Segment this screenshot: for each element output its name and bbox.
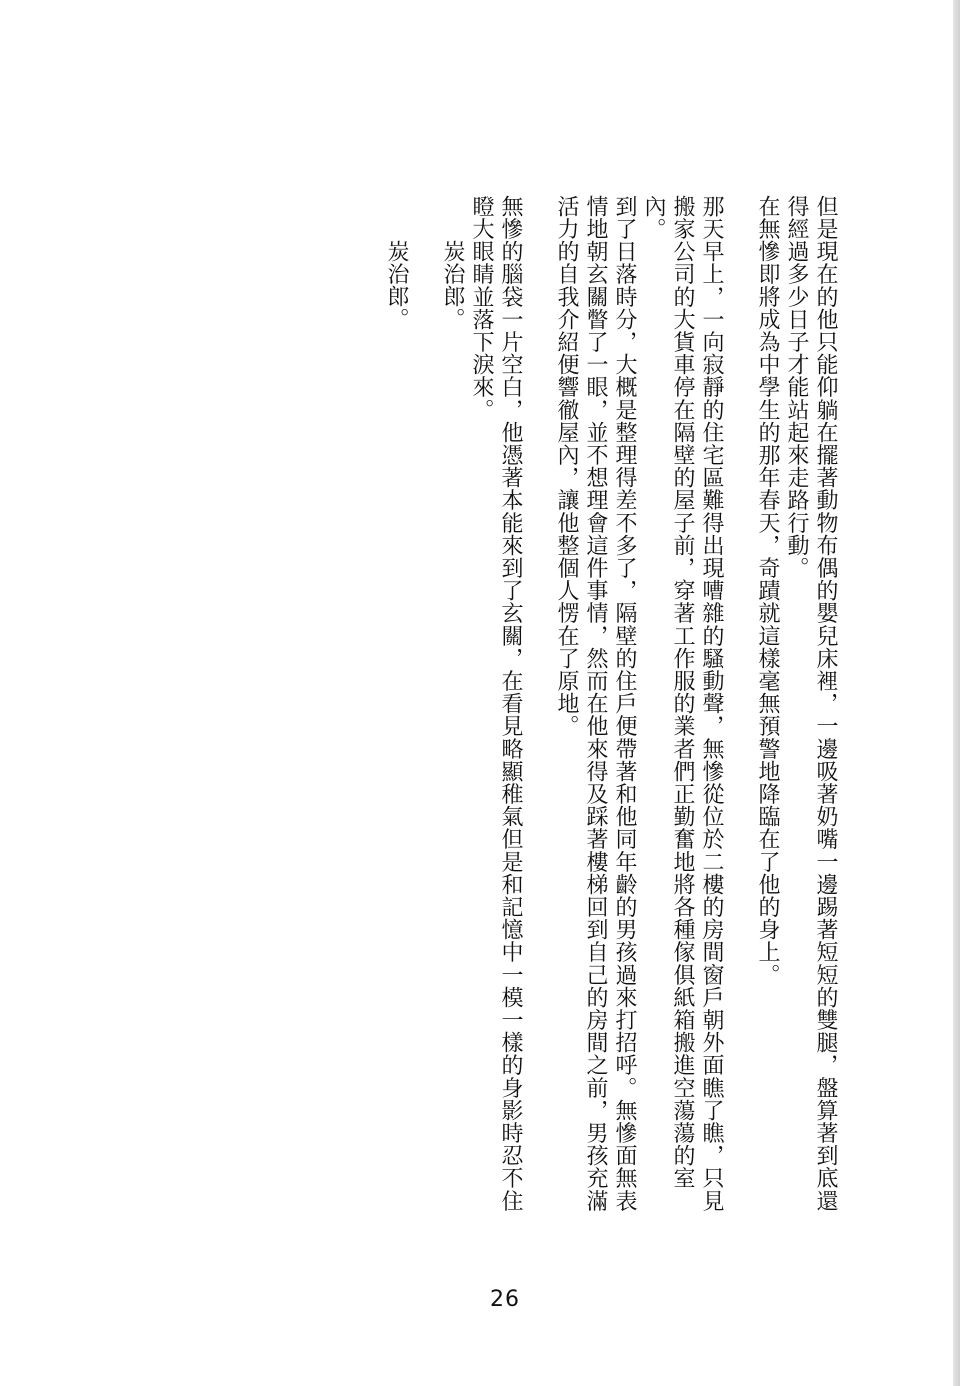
page-number: 26 bbox=[490, 1287, 520, 1312]
paragraph: 在無慘即將成為中學生的那年春天，奇蹟就這樣毫無預警地降臨在了他的身上。 bbox=[755, 195, 780, 986]
paragraph: 炭治郎。 bbox=[384, 240, 409, 331]
paragraph: 那天早上，一向寂靜的住宅區難得出現嘈雜的騷動聲，無慘從位於二樓的房間窗戶朝外面瞧了瞧，只見搬家公司的大貨車停在隔壁的屋子前，穿著工作服的業者們正勤奮地將各種傢俱紙箱搬進空蕩蕩的室內。 bbox=[641, 195, 724, 1212]
page-edge bbox=[953, 0, 960, 1386]
paragraph: 但是現在的他只能仰躺在擺著動物布偶的嬰兒床裡，一邊吸著奶嘴一邊踢著短短的雙腿，盤算著到底還得經過多少日子才能站起來走路行動。 bbox=[784, 195, 838, 1212]
paragraph: 無慘的腦袋一片空白，他憑著本能來到了玄關，在看見略顯稚氣但是和記憶中一模一樣的身影時忍不住瞪大眼睛並落下淚來。 bbox=[469, 195, 523, 1212]
paragraph: 到了日落時分，大概是整理得差不多了，隔壁的住戶便帶著和他同年齡的男孩過來打招呼。無慘面無表情地朝玄關瞥了一眼，並不想理會這件事情，然而在他來得及踩著樓梯回到自己的房間之前，男孩充滿活力的自我介紹便響徹屋內，讓他整個人愣在了原地。 bbox=[554, 195, 637, 1212]
page-body bbox=[382, 150, 840, 1230]
paragraph: 炭治郎。 bbox=[440, 240, 465, 331]
